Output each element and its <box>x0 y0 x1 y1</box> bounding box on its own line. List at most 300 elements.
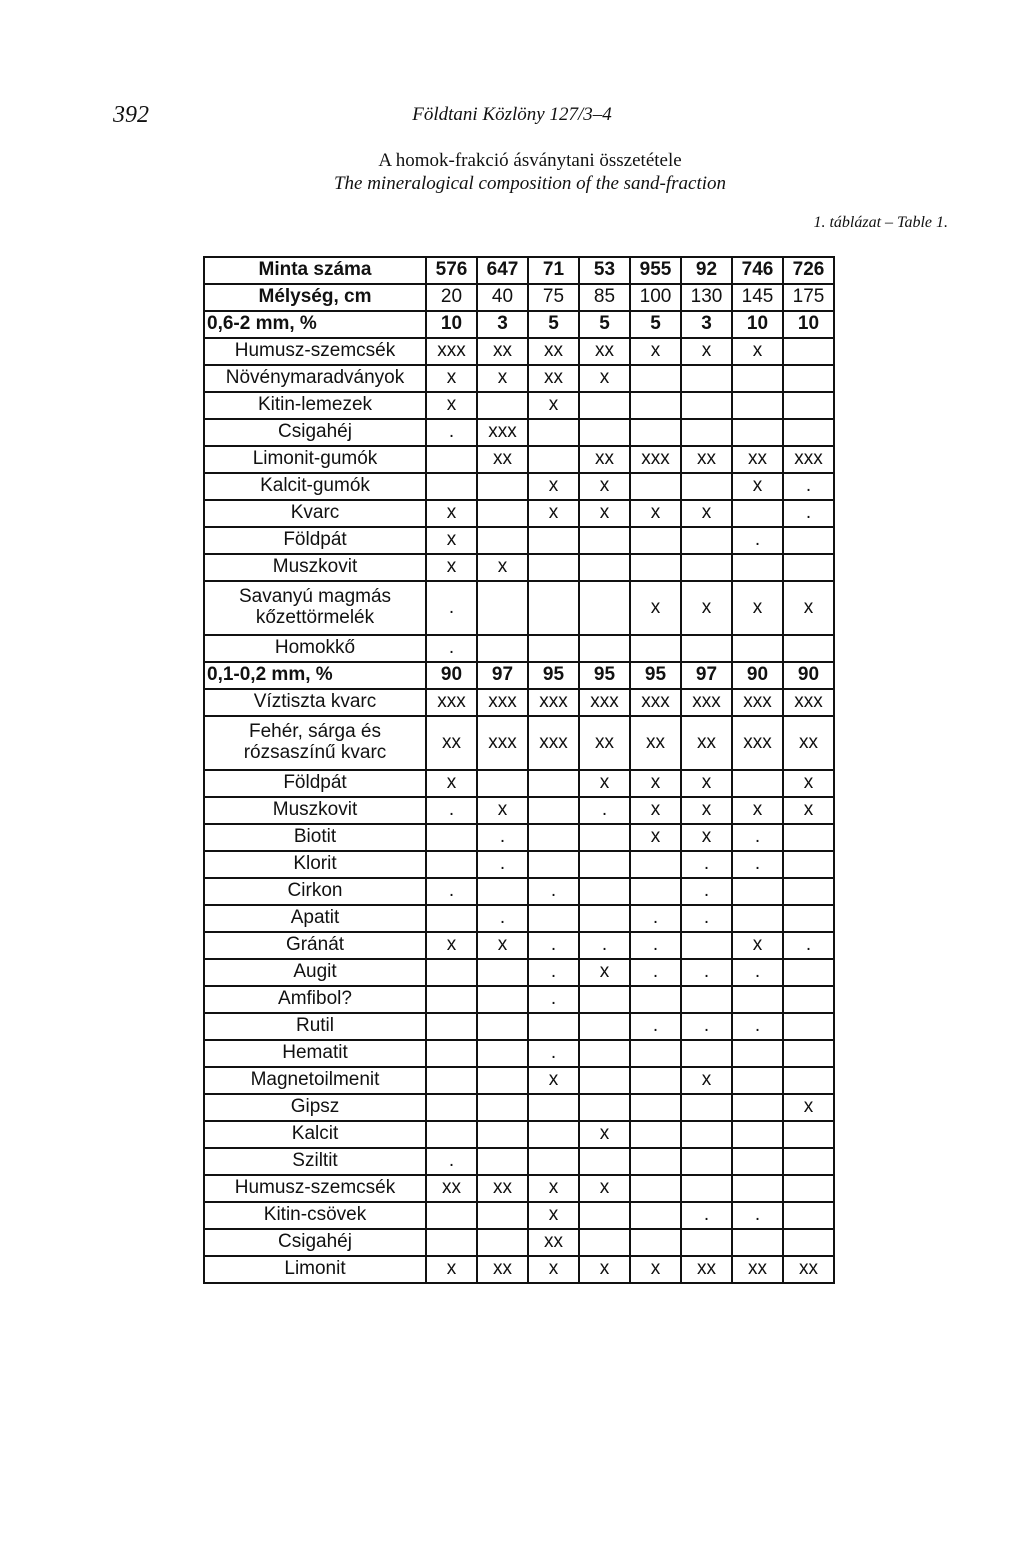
table-title-english: The mineralogical composition of the sand-fraction <box>333 173 727 194</box>
row-label: Apatit <box>204 905 426 932</box>
table-cell: xx <box>579 716 630 770</box>
table-cell: x <box>579 365 630 392</box>
table-cell: x <box>783 1094 834 1121</box>
table-cell: xx <box>528 365 579 392</box>
table-cell <box>732 554 783 581</box>
table-cell: x <box>426 365 477 392</box>
table-cell: xxx <box>528 689 579 716</box>
table-cell <box>783 878 834 905</box>
table-cell: . <box>732 959 783 986</box>
row-label: Rutil <box>204 1013 426 1040</box>
row-label: Minta száma <box>204 257 426 284</box>
table-cell: . <box>681 1202 732 1229</box>
table-row <box>204 716 834 770</box>
row-label: Csigahéj <box>204 419 426 446</box>
table-cell <box>477 878 528 905</box>
table-cell: xx <box>477 338 528 365</box>
table-row <box>204 1256 834 1283</box>
table-cell: xx <box>732 1256 783 1283</box>
table-cell <box>783 392 834 419</box>
table-cell <box>528 1121 579 1148</box>
table-row <box>204 797 834 824</box>
table-cell: xx <box>681 716 732 770</box>
table-cell <box>732 905 783 932</box>
table-cell: . <box>426 419 477 446</box>
table-row <box>204 770 834 797</box>
table-cell <box>783 1013 834 1040</box>
table-row <box>204 446 834 473</box>
table-cell <box>579 824 630 851</box>
table-cell <box>477 1013 528 1040</box>
row-label: Földpát <box>204 770 426 797</box>
table-cell: 90 <box>783 662 834 689</box>
table-cell: x <box>783 797 834 824</box>
table-cell: 3 <box>681 311 732 338</box>
table-cell <box>732 1094 783 1121</box>
table-cell <box>732 365 783 392</box>
table-cell: . <box>681 905 732 932</box>
table-cell <box>630 878 681 905</box>
table-cell: xxx <box>732 716 783 770</box>
table-cell: 40 <box>477 284 528 311</box>
row-label: Kitin-lemezek <box>204 392 426 419</box>
table-cell <box>681 1229 732 1256</box>
table-cell <box>579 1013 630 1040</box>
table-cell <box>426 446 477 473</box>
table-cell <box>477 1148 528 1175</box>
table-cell <box>630 365 681 392</box>
table-cell: x <box>579 770 630 797</box>
table-row <box>204 554 834 581</box>
table-cell: xx <box>783 1256 834 1283</box>
row-label: Kvarc <box>204 500 426 527</box>
table-cell <box>681 392 732 419</box>
table-row <box>204 365 834 392</box>
table-cell: 647 <box>477 257 528 284</box>
table-cell: . <box>681 959 732 986</box>
table-cell <box>528 1013 579 1040</box>
table-cell: 95 <box>579 662 630 689</box>
table-cell <box>477 1202 528 1229</box>
table-cell <box>528 905 579 932</box>
table-cell <box>681 473 732 500</box>
table-cell <box>630 1148 681 1175</box>
table-cell <box>630 473 681 500</box>
table-row <box>204 986 834 1013</box>
table-cell: x <box>732 338 783 365</box>
table-cell <box>426 1067 477 1094</box>
row-label: Augit <box>204 959 426 986</box>
table-cell <box>528 770 579 797</box>
table-cell <box>732 392 783 419</box>
table-row <box>204 1067 834 1094</box>
table-cell <box>630 635 681 662</box>
row-label: Csigahéj <box>204 1229 426 1256</box>
table-cell: xxx <box>477 689 528 716</box>
table-cell: . <box>681 878 732 905</box>
table-cell: x <box>477 797 528 824</box>
table-row <box>204 473 834 500</box>
table-cell <box>681 986 732 1013</box>
table-cell <box>528 851 579 878</box>
table-row <box>204 1121 834 1148</box>
table-cell <box>783 365 834 392</box>
table-row <box>204 338 834 365</box>
table-cell: x <box>630 1256 681 1283</box>
row-label: Biotit <box>204 824 426 851</box>
table-cell: x <box>681 500 732 527</box>
table-cell: . <box>477 851 528 878</box>
table-cell: xxx <box>426 689 477 716</box>
table-cell: xxx <box>579 689 630 716</box>
table-cell: 955 <box>630 257 681 284</box>
table-cell <box>630 1094 681 1121</box>
table-cell: x <box>630 824 681 851</box>
table-cell: . <box>732 851 783 878</box>
table-cell <box>783 1202 834 1229</box>
row-label: Magnetoilmenit <box>204 1067 426 1094</box>
table-cell <box>528 554 579 581</box>
table-cell <box>528 446 579 473</box>
table-cell: x <box>528 473 579 500</box>
row-label: Klorit <box>204 851 426 878</box>
table-cell <box>783 851 834 878</box>
table-cell: . <box>528 986 579 1013</box>
table-cell <box>579 635 630 662</box>
table-cell <box>426 1202 477 1229</box>
table-cell: x <box>579 500 630 527</box>
table-cell <box>732 1067 783 1094</box>
table-cell <box>732 986 783 1013</box>
table-row <box>204 1175 834 1202</box>
table-cell <box>732 1229 783 1256</box>
table-cell: . <box>426 797 477 824</box>
row-label: Amfibol? <box>204 986 426 1013</box>
table-cell: x <box>426 554 477 581</box>
table-cell <box>783 824 834 851</box>
table-cell <box>783 554 834 581</box>
mineralogy-table <box>203 256 835 1284</box>
table-row <box>204 662 834 689</box>
table-cell <box>732 635 783 662</box>
table-row <box>204 905 834 932</box>
table-cell <box>477 770 528 797</box>
table-row <box>204 689 834 716</box>
table-cell <box>579 419 630 446</box>
table-cell: x <box>528 1175 579 1202</box>
table-cell: x <box>477 932 528 959</box>
table-cell <box>630 851 681 878</box>
table-cell: 95 <box>630 662 681 689</box>
row-label: 0,1-0,2 mm, % <box>204 662 426 689</box>
table-cell: x <box>783 581 834 635</box>
table-cell: . <box>732 527 783 554</box>
table-cell <box>630 554 681 581</box>
table-cell <box>681 1175 732 1202</box>
table-cell <box>579 1202 630 1229</box>
table-cell: xx <box>630 716 681 770</box>
table-cell: x <box>477 554 528 581</box>
table-cell: x <box>426 392 477 419</box>
table-cell <box>681 1148 732 1175</box>
row-label: Gipsz <box>204 1094 426 1121</box>
row-label: Limonit <box>204 1256 426 1283</box>
table-cell: x <box>732 473 783 500</box>
table-cell <box>426 1040 477 1067</box>
table-cell <box>426 986 477 1013</box>
table-cell: 53 <box>579 257 630 284</box>
table-cell <box>579 392 630 419</box>
table-cell: x <box>681 824 732 851</box>
table-cell <box>426 959 477 986</box>
table-cell: 5 <box>579 311 630 338</box>
table-cell: x <box>732 797 783 824</box>
table-cell <box>477 1067 528 1094</box>
row-label: Limonit-gumók <box>204 446 426 473</box>
table-cell: 3 <box>477 311 528 338</box>
table-cell <box>528 797 579 824</box>
table-cell <box>681 365 732 392</box>
table-cell: . <box>477 905 528 932</box>
row-label: Kalcit <box>204 1121 426 1148</box>
table-row <box>204 527 834 554</box>
table-cell: . <box>681 851 732 878</box>
table-cell: . <box>426 1148 477 1175</box>
table-cell: . <box>426 581 477 635</box>
table-cell: . <box>732 824 783 851</box>
table-cell <box>783 1067 834 1094</box>
table-cell <box>630 1175 681 1202</box>
table-cell <box>732 878 783 905</box>
table-label: 1. táblázat – Table 1. <box>813 214 948 231</box>
row-label: 0,6-2 mm, % <box>204 311 426 338</box>
table-cell <box>732 770 783 797</box>
table-cell: x <box>426 932 477 959</box>
table-cell: x <box>528 1067 579 1094</box>
table-cell <box>630 1121 681 1148</box>
table-cell: x <box>426 527 477 554</box>
table-cell <box>579 878 630 905</box>
table-cell: 20 <box>426 284 477 311</box>
table-row <box>204 878 834 905</box>
table-row <box>204 581 834 635</box>
table-cell: . <box>579 932 630 959</box>
table-cell: 10 <box>426 311 477 338</box>
table-cell: xxx <box>477 419 528 446</box>
table-cell <box>579 986 630 1013</box>
table-cell <box>477 1040 528 1067</box>
table-row <box>204 1013 834 1040</box>
table-cell: 97 <box>681 662 732 689</box>
table-cell: xx <box>528 338 579 365</box>
table-cell <box>681 635 732 662</box>
table-cell: . <box>630 1013 681 1040</box>
table-cell: . <box>681 1013 732 1040</box>
table-cell: 175 <box>783 284 834 311</box>
table-cell <box>681 1121 732 1148</box>
table-title-hungarian: A homok-frakció ásványtani összetétele <box>378 150 682 171</box>
table-row <box>204 932 834 959</box>
table-cell <box>630 419 681 446</box>
table-cell: xx <box>426 1175 477 1202</box>
table-cell: xxx <box>783 446 834 473</box>
table-cell: . <box>426 878 477 905</box>
table-cell <box>426 1229 477 1256</box>
table-cell: x <box>528 500 579 527</box>
table-cell: x <box>681 797 732 824</box>
table-cell <box>783 986 834 1013</box>
table-cell: x <box>681 770 732 797</box>
table-row <box>204 1094 834 1121</box>
table-row <box>204 824 834 851</box>
table-cell <box>528 527 579 554</box>
table-cell <box>630 527 681 554</box>
table-cell: x <box>528 392 579 419</box>
page-number: 392 <box>113 102 149 128</box>
table-cell <box>528 1094 579 1121</box>
table-cell: . <box>783 500 834 527</box>
row-label: Humusz-szemcsék <box>204 338 426 365</box>
table-cell <box>681 1094 732 1121</box>
table-cell <box>783 1175 834 1202</box>
table-row <box>204 392 834 419</box>
table-cell: 92 <box>681 257 732 284</box>
table-cell <box>477 500 528 527</box>
table-cell: . <box>630 905 681 932</box>
table-cell: . <box>732 1202 783 1229</box>
table-cell: x <box>477 365 528 392</box>
table-cell <box>681 932 732 959</box>
table-cell: 576 <box>426 257 477 284</box>
table-cell: . <box>477 824 528 851</box>
table-cell <box>732 1148 783 1175</box>
table-cell: 746 <box>732 257 783 284</box>
row-label: Gránát <box>204 932 426 959</box>
table-cell: xx <box>681 446 732 473</box>
table-row <box>204 257 834 284</box>
table-cell <box>477 1121 528 1148</box>
table-cell: x <box>630 581 681 635</box>
table-cell: xxx <box>732 689 783 716</box>
table-cell <box>579 554 630 581</box>
table-cell: x <box>426 770 477 797</box>
table-cell: 85 <box>579 284 630 311</box>
table-cell: xxx <box>783 689 834 716</box>
table-cell <box>426 824 477 851</box>
table-row <box>204 1229 834 1256</box>
table-cell: . <box>528 932 579 959</box>
journal-header: Földtani Közlöny 127/3–4 <box>412 104 612 125</box>
table-cell <box>426 1121 477 1148</box>
table-row <box>204 1202 834 1229</box>
table-cell: x <box>732 581 783 635</box>
table-cell: 95 <box>528 662 579 689</box>
table-cell <box>732 500 783 527</box>
table-cell: x <box>630 797 681 824</box>
table-cell <box>528 419 579 446</box>
table-cell: x <box>579 959 630 986</box>
table-cell: 10 <box>732 311 783 338</box>
table-cell: x <box>579 1121 630 1148</box>
table-cell: x <box>681 338 732 365</box>
table-cell: xxx <box>630 689 681 716</box>
table-cell <box>681 1040 732 1067</box>
table-cell: . <box>579 797 630 824</box>
table-cell <box>426 473 477 500</box>
row-label: Humusz-szemcsék <box>204 1175 426 1202</box>
table-cell: 130 <box>681 284 732 311</box>
table-cell <box>681 527 732 554</box>
row-label: Hematit <box>204 1040 426 1067</box>
table-cell <box>426 851 477 878</box>
table-cell <box>579 527 630 554</box>
row-label: Fehér, sárga és rózsaszínű kvarc <box>204 716 426 770</box>
table-cell: 75 <box>528 284 579 311</box>
table-cell: . <box>732 1013 783 1040</box>
table-row <box>204 1148 834 1175</box>
table-cell: xxx <box>528 716 579 770</box>
table-cell: 90 <box>426 662 477 689</box>
table-cell <box>477 959 528 986</box>
table-cell: x <box>732 932 783 959</box>
table-cell <box>477 986 528 1013</box>
table-cell: xx <box>579 338 630 365</box>
table-cell: xx <box>732 446 783 473</box>
table-cell: . <box>630 932 681 959</box>
row-label: Kalcit-gumók <box>204 473 426 500</box>
row-label: Muszkovit <box>204 797 426 824</box>
table-row <box>204 284 834 311</box>
table-cell <box>579 1040 630 1067</box>
table-cell: xx <box>426 716 477 770</box>
table-cell <box>528 824 579 851</box>
table-cell: x <box>579 1256 630 1283</box>
table-cell <box>732 1175 783 1202</box>
table-cell <box>630 392 681 419</box>
table-cell <box>783 1040 834 1067</box>
row-label: Sziltit <box>204 1148 426 1175</box>
table-cell <box>783 959 834 986</box>
table-cell <box>630 986 681 1013</box>
table-cell <box>579 1229 630 1256</box>
table-cell <box>579 851 630 878</box>
row-label: Homokkő <box>204 635 426 662</box>
table-cell: x <box>630 338 681 365</box>
table-cell: xx <box>477 446 528 473</box>
table-cell: xxx <box>681 689 732 716</box>
table-cell: . <box>528 878 579 905</box>
table-cell <box>477 1229 528 1256</box>
table-cell: x <box>579 1175 630 1202</box>
table-cell: x <box>630 770 681 797</box>
table-cell: . <box>630 959 681 986</box>
table-cell: 10 <box>783 311 834 338</box>
table-cell: 97 <box>477 662 528 689</box>
row-label: Földpát <box>204 527 426 554</box>
table-cell: 71 <box>528 257 579 284</box>
table-cell: x <box>528 1202 579 1229</box>
table-cell <box>783 635 834 662</box>
table-cell <box>528 635 579 662</box>
table-row <box>204 959 834 986</box>
table-cell: x <box>783 770 834 797</box>
table-row <box>204 1040 834 1067</box>
table-cell <box>477 392 528 419</box>
table-cell: xxx <box>477 716 528 770</box>
table-cell <box>477 581 528 635</box>
table-cell: 726 <box>783 257 834 284</box>
row-label: Növénymaradványok <box>204 365 426 392</box>
